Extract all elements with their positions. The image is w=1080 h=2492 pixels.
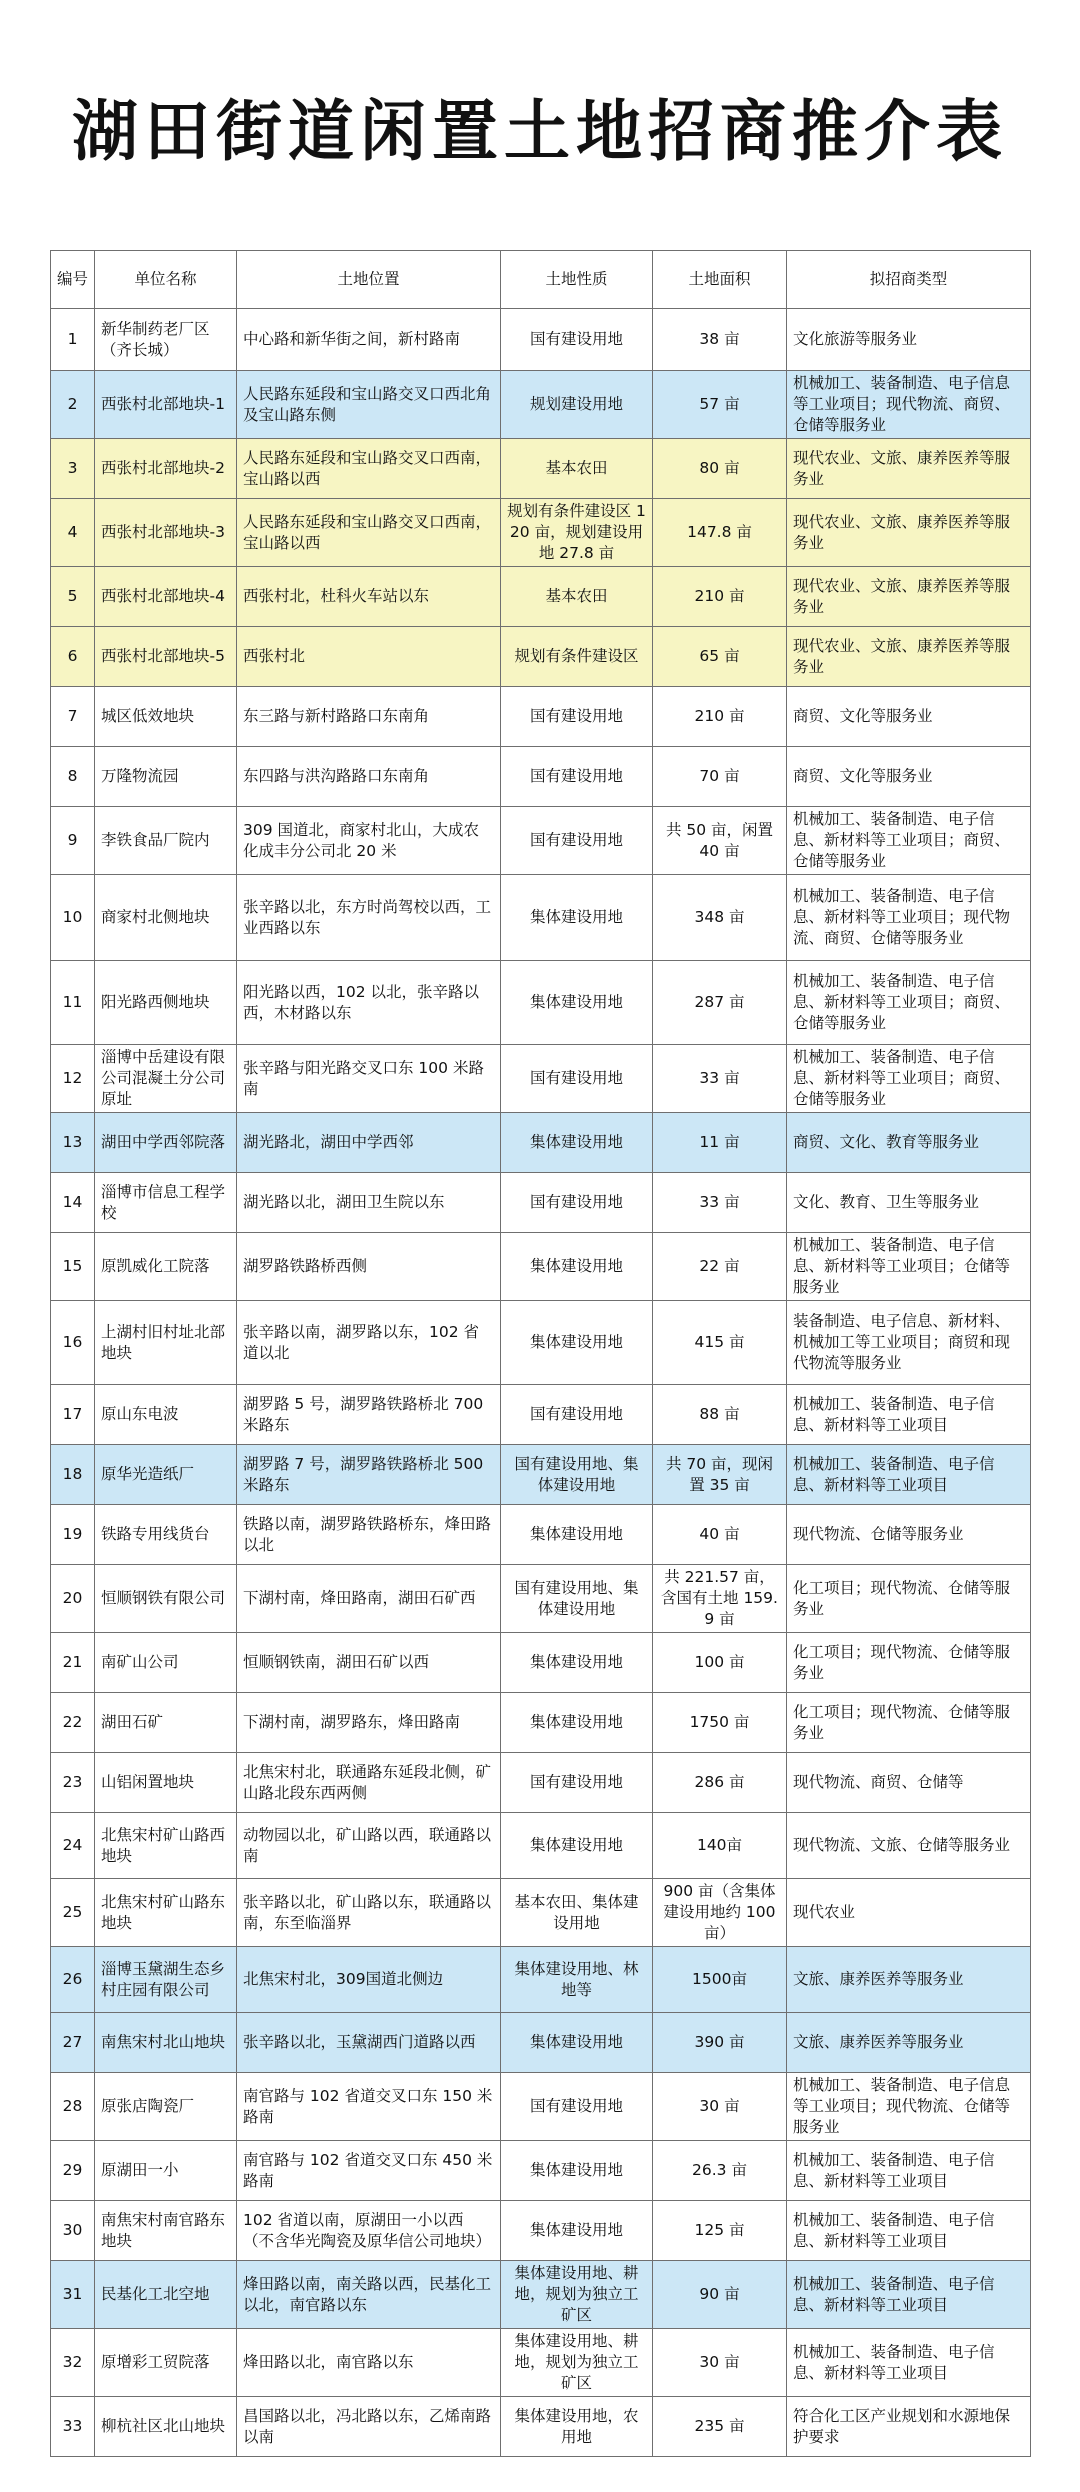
cell-name: 原增彩工贸院落: [95, 2329, 237, 2397]
cell-name: 原张店陶瓷厂: [95, 2073, 237, 2141]
cell-area: 286 亩: [653, 1753, 787, 1813]
cell-type: 商贸、文化等服务业: [787, 747, 1031, 807]
table-row: [51, 499, 1031, 567]
cell-nature: 基本农田: [501, 439, 653, 499]
table-row: [51, 1633, 1031, 1693]
cell-name: 南焦宋村南官路东地块: [95, 2201, 237, 2261]
cell-type: 文旅、康养医养等服务业: [787, 1947, 1031, 2013]
cell-no: 6: [51, 627, 95, 687]
cell-location: 下湖村南，湖罗路东，烽田路南: [237, 1693, 501, 1753]
cell-nature: 集体建设用地: [501, 1233, 653, 1301]
cell-name: 城区低效地块: [95, 687, 237, 747]
cell-name: 南矿山公司: [95, 1633, 237, 1693]
table-row: [51, 1813, 1031, 1879]
cell-area: 900 亩（含集体建设用地约 100 亩）: [653, 1879, 787, 1947]
table-row: [51, 2261, 1031, 2329]
cell-no: 22: [51, 1693, 95, 1753]
table-row: [51, 1113, 1031, 1173]
cell-location: 湖光路北，湖田中学西邻: [237, 1113, 501, 1173]
cell-location: 湖罗路 5 号，湖罗路铁路桥北 700 米路东: [237, 1385, 501, 1445]
cell-area: 88 亩: [653, 1385, 787, 1445]
cell-location: 人民路东延段和宝山路交叉口西南，宝山路以西: [237, 439, 501, 499]
cell-type: 机械加工、装备制造、电子信息、新材料等工业项目；商贸、仓储等服务业: [787, 1045, 1031, 1113]
cell-name: 湖田中学西邻院落: [95, 1113, 237, 1173]
cell-type: 机械加工、装备制造、电子信息、新材料等工业项目: [787, 2141, 1031, 2201]
cell-name: 阳光路西侧地块: [95, 961, 237, 1045]
cell-no: 27: [51, 2013, 95, 2073]
cell-area: 140亩: [653, 1813, 787, 1879]
cell-nature: 国有建设用地: [501, 2073, 653, 2141]
cell-name: 西张村北部地块-1: [95, 371, 237, 439]
cell-name: 南焦宋村北山地块: [95, 2013, 237, 2073]
cell-location: 昌国路以北，冯北路以东，乙烯南路以南: [237, 2397, 501, 2457]
cell-location: 东三路与新村路路口东南角: [237, 687, 501, 747]
cell-name: 原湖田一小: [95, 2141, 237, 2201]
cell-name: 上湖村旧村址北部地块: [95, 1301, 237, 1385]
cell-area: 38 亩: [653, 309, 787, 371]
cell-type: 装备制造、电子信息、新材料、机械加工等工业项目；商贸和现代物流等服务业: [787, 1301, 1031, 1385]
cell-type: 机械加工、装备制造、电子信息、新材料等工业项目；仓储等服务业: [787, 1233, 1031, 1301]
cell-nature: 集体建设用地，农用地: [501, 2397, 653, 2457]
cell-no: 24: [51, 1813, 95, 1879]
cell-type: 机械加工、装备制造、电子信息、新材料等工业项目；商贸、仓储等服务业: [787, 961, 1031, 1045]
table-body: [51, 309, 1031, 2457]
table-row: [51, 567, 1031, 627]
cell-nature: 集体建设用地: [501, 2141, 653, 2201]
cell-nature: 集体建设用地: [501, 1813, 653, 1879]
cell-no: 13: [51, 1113, 95, 1173]
cell-location: 张辛路以北，东方时尚驾校以西，工业西路以东: [237, 875, 501, 961]
table-row: [51, 1879, 1031, 1947]
cell-name: 原凯威化工院落: [95, 1233, 237, 1301]
header-area: 土地面积: [653, 251, 787, 309]
cell-name: 淄博中岳建设有限公司混凝土分公司原址: [95, 1045, 237, 1113]
table-row: [51, 2329, 1031, 2397]
cell-name: 铁路专用线货台: [95, 1505, 237, 1565]
cell-nature: 基本农田、集体建设用地: [501, 1879, 653, 1947]
cell-name: 原华光造纸厂: [95, 1445, 237, 1505]
cell-name: 新华制药老厂区（齐长城）: [95, 309, 237, 371]
table-row: [51, 2013, 1031, 2073]
cell-no: 21: [51, 1633, 95, 1693]
cell-type: 机械加工、装备制造、电子信息等工业项目；现代物流、仓储等服务业: [787, 2073, 1031, 2141]
cell-area: 210 亩: [653, 687, 787, 747]
cell-name: 商家村北侧地块: [95, 875, 237, 961]
cell-area: 235 亩: [653, 2397, 787, 2457]
table-row: [51, 1385, 1031, 1445]
cell-area: 100 亩: [653, 1633, 787, 1693]
cell-type: 现代农业、文旅、康养医养等服务业: [787, 499, 1031, 567]
cell-no: 33: [51, 2397, 95, 2457]
header-nature: 土地性质: [501, 251, 653, 309]
cell-area: 65 亩: [653, 627, 787, 687]
cell-no: 29: [51, 2141, 95, 2201]
cell-area: 390 亩: [653, 2013, 787, 2073]
cell-name: 湖田石矿: [95, 1693, 237, 1753]
cell-location: 北焦宋村北，联通路东延段北侧，矿山路北段东西两侧: [237, 1753, 501, 1813]
cell-location: 南官路与 102 省道交叉口东 450 米路南: [237, 2141, 501, 2201]
cell-area: 共 50 亩，闲置 40 亩: [653, 807, 787, 875]
cell-no: 15: [51, 1233, 95, 1301]
cell-no: 16: [51, 1301, 95, 1385]
cell-location: 东四路与洪沟路路口东南角: [237, 747, 501, 807]
table-row: [51, 1753, 1031, 1813]
header-type: 拟招商类型: [787, 251, 1031, 309]
cell-area: 33 亩: [653, 1045, 787, 1113]
cell-no: 28: [51, 2073, 95, 2141]
cell-no: 3: [51, 439, 95, 499]
cell-location: 张辛路以南，湖罗路以东，102 省道以北: [237, 1301, 501, 1385]
cell-no: 8: [51, 747, 95, 807]
cell-nature: 国有建设用地: [501, 1753, 653, 1813]
table-row: [51, 1233, 1031, 1301]
cell-area: 40 亩: [653, 1505, 787, 1565]
cell-area: 57 亩: [653, 371, 787, 439]
cell-area: 11 亩: [653, 1113, 787, 1173]
cell-name: 民基化工北空地: [95, 2261, 237, 2329]
cell-type: 文旅、康养医养等服务业: [787, 2013, 1031, 2073]
cell-name: 恒顺钢铁有限公司: [95, 1565, 237, 1633]
cell-type: 化工项目；现代物流、仓储等服务业: [787, 1565, 1031, 1633]
cell-name: 李铁食品厂院内: [95, 807, 237, 875]
cell-name: 北焦宋村矿山路东地块: [95, 1879, 237, 1947]
table-row: [51, 1173, 1031, 1233]
cell-type: 现代物流、文旅、仓储等服务业: [787, 1813, 1031, 1879]
cell-nature: 规划有条件建设区: [501, 627, 653, 687]
cell-type: 机械加工、装备制造、电子信息、新材料等工业项目: [787, 2201, 1031, 2261]
cell-area: 30 亩: [653, 2073, 787, 2141]
cell-nature: 国有建设用地: [501, 1045, 653, 1113]
cell-name: 柳杭社区北山地块: [95, 2397, 237, 2457]
cell-type: 现代农业、文旅、康养医养等服务业: [787, 627, 1031, 687]
cell-location: 湖罗路铁路桥西侧: [237, 1233, 501, 1301]
table-row: [51, 1301, 1031, 1385]
header-location: 土地位置: [237, 251, 501, 309]
cell-type: 机械加工、装备制造、电子信息、新材料等工业项目: [787, 2261, 1031, 2329]
cell-type: 现代农业、文旅、康养医养等服务业: [787, 567, 1031, 627]
cell-location: 动物园以北，矿山路以西，联通路以南: [237, 1813, 501, 1879]
table-row: [51, 1045, 1031, 1113]
cell-area: 415 亩: [653, 1301, 787, 1385]
cell-nature: 规划有条件建设区 120 亩，规划建设用地 27.8 亩: [501, 499, 653, 567]
cell-nature: 集体建设用地: [501, 1505, 653, 1565]
cell-name: 西张村北部地块-4: [95, 567, 237, 627]
cell-nature: 集体建设用地: [501, 2201, 653, 2261]
cell-area: 90 亩: [653, 2261, 787, 2329]
table-row: [51, 309, 1031, 371]
cell-type: 现代物流、仓储等服务业: [787, 1505, 1031, 1565]
cell-location: 张辛路以北，玉黛湖西门道路以西: [237, 2013, 501, 2073]
table-row: [51, 961, 1031, 1045]
cell-location: 西张村北，杜科火车站以东: [237, 567, 501, 627]
cell-location: 南官路与 102 省道交叉口东 150 米路南: [237, 2073, 501, 2141]
cell-type: 机械加工、装备制造、电子信息、新材料等工业项目: [787, 1385, 1031, 1445]
cell-type: 机械加工、装备制造、电子信息、新材料等工业项目；现代物流、商贸、仓储等服务业: [787, 875, 1031, 961]
cell-no: 10: [51, 875, 95, 961]
cell-area: 1500亩: [653, 1947, 787, 2013]
cell-location: 人民路东延段和宝山路交叉口西南，宝山路以西: [237, 499, 501, 567]
cell-no: 31: [51, 2261, 95, 2329]
page-title: 湖田街道闲置土地招商推介表: [72, 92, 1008, 170]
cell-nature: 国有建设用地: [501, 1385, 653, 1445]
cell-location: 张辛路以北，矿山路以东，联通路以南，东至临淄界: [237, 1879, 501, 1947]
cell-no: 9: [51, 807, 95, 875]
table-row: [51, 1565, 1031, 1633]
cell-area: 287 亩: [653, 961, 787, 1045]
cell-name: 万隆物流园: [95, 747, 237, 807]
table-row: [51, 1505, 1031, 1565]
cell-nature: 基本农田: [501, 567, 653, 627]
cell-location: 烽田路以南，南关路以西，民基化工以北，南官路以东: [237, 2261, 501, 2329]
cell-type: 机械加工、装备制造、电子信息、新材料等工业项目；商贸、仓储等服务业: [787, 807, 1031, 875]
cell-area: 22 亩: [653, 1233, 787, 1301]
cell-area: 125 亩: [653, 2201, 787, 2261]
table-row: [51, 1445, 1031, 1505]
cell-area: 1750 亩: [653, 1693, 787, 1753]
cell-type: 商贸、文化、教育等服务业: [787, 1113, 1031, 1173]
cell-name: 山铝闲置地块: [95, 1753, 237, 1813]
cell-type: 符合化工区产业规划和水源地保护要求: [787, 2397, 1031, 2457]
cell-type: 现代物流、商贸、仓储等: [787, 1753, 1031, 1813]
table-row: [51, 807, 1031, 875]
table-row: [51, 747, 1031, 807]
cell-location: 102 省道以南，原湖田一小以西（不含华光陶瓷及原华信公司地块）: [237, 2201, 501, 2261]
cell-location: 西张村北: [237, 627, 501, 687]
cell-no: 26: [51, 1947, 95, 2013]
cell-location: 阳光路以西，102 以北，张辛路以西，木材路以东: [237, 961, 501, 1045]
cell-location: 张辛路与阳光路交叉口东 100 米路南: [237, 1045, 501, 1113]
cell-no: 2: [51, 371, 95, 439]
table-header-row: [51, 251, 1031, 309]
cell-no: 7: [51, 687, 95, 747]
cell-location: 湖罗路 7 号，湖罗路铁路桥北 500 米路东: [237, 1445, 501, 1505]
table-row: [51, 875, 1031, 961]
cell-location: 烽田路以北，南官路以东: [237, 2329, 501, 2397]
cell-nature: 集体建设用地: [501, 1693, 653, 1753]
cell-no: 30: [51, 2201, 95, 2261]
cell-no: 17: [51, 1385, 95, 1445]
cell-type: 机械加工、装备制造、电子信息、新材料等工业项目: [787, 2329, 1031, 2397]
cell-location: 人民路东延段和宝山路交叉口西北角及宝山路东侧: [237, 371, 501, 439]
cell-area: 80 亩: [653, 439, 787, 499]
cell-name: 西张村北部地块-3: [95, 499, 237, 567]
table-row: [51, 627, 1031, 687]
cell-nature: 国有建设用地、集体建设用地: [501, 1445, 653, 1505]
cell-nature: 集体建设用地: [501, 961, 653, 1045]
cell-no: 25: [51, 1879, 95, 1947]
cell-no: 18: [51, 1445, 95, 1505]
cell-name: 西张村北部地块-2: [95, 439, 237, 499]
cell-nature: 国有建设用地、集体建设用地: [501, 1565, 653, 1633]
cell-nature: 国有建设用地: [501, 747, 653, 807]
cell-nature: 集体建设用地、耕地，规划为独立工矿区: [501, 2261, 653, 2329]
cell-nature: 国有建设用地: [501, 1173, 653, 1233]
cell-no: 1: [51, 309, 95, 371]
cell-nature: 集体建设用地: [501, 875, 653, 961]
cell-type: 文化、教育、卫生等服务业: [787, 1173, 1031, 1233]
land-table: [50, 250, 1031, 2457]
cell-area: 147.8 亩: [653, 499, 787, 567]
cell-nature: 集体建设用地: [501, 2013, 653, 2073]
cell-name: 淄博市信息工程学校: [95, 1173, 237, 1233]
cell-nature: 集体建设用地、林地等: [501, 1947, 653, 2013]
cell-no: 12: [51, 1045, 95, 1113]
cell-location: 北焦宋村北，309国道北侧边: [237, 1947, 501, 2013]
cell-name: 西张村北部地块-5: [95, 627, 237, 687]
cell-no: 5: [51, 567, 95, 627]
cell-type: 文化旅游等服务业: [787, 309, 1031, 371]
cell-area: 210 亩: [653, 567, 787, 627]
cell-area: 30 亩: [653, 2329, 787, 2397]
cell-type: 机械加工、装备制造、电子信息等工业项目；现代物流、商贸、仓储等服务业: [787, 371, 1031, 439]
cell-no: 4: [51, 499, 95, 567]
table-row: [51, 1693, 1031, 1753]
cell-location: 中心路和新华街之间，新村路南: [237, 309, 501, 371]
cell-type: 现代农业: [787, 1879, 1031, 1947]
cell-name: 淄博玉黛湖生态乡村庄园有限公司: [95, 1947, 237, 2013]
cell-type: 商贸、文化等服务业: [787, 687, 1031, 747]
cell-type: 现代农业、文旅、康养医养等服务业: [787, 439, 1031, 499]
cell-type: 机械加工、装备制造、电子信息、新材料等工业项目: [787, 1445, 1031, 1505]
cell-name: 北焦宋村矿山路西地块: [95, 1813, 237, 1879]
table-row: [51, 2073, 1031, 2141]
cell-area: 共 221.57 亩，含国有土地 159.9 亩: [653, 1565, 787, 1633]
table-row: [51, 1947, 1031, 2013]
cell-location: 恒顺钢铁南，湖田石矿以西: [237, 1633, 501, 1693]
cell-location: 湖光路以北，湖田卫生院以东: [237, 1173, 501, 1233]
cell-nature: 国有建设用地: [501, 309, 653, 371]
cell-location: 下湖村南，烽田路南，湖田石矿西: [237, 1565, 501, 1633]
cell-no: 14: [51, 1173, 95, 1233]
table-row: [51, 2201, 1031, 2261]
table-row: [51, 439, 1031, 499]
cell-nature: 集体建设用地、耕地，规划为独立工矿区: [501, 2329, 653, 2397]
cell-no: 19: [51, 1505, 95, 1565]
cell-area: 共 70 亩，现闲置 35 亩: [653, 1445, 787, 1505]
cell-type: 化工项目；现代物流、仓储等服务业: [787, 1693, 1031, 1753]
cell-area: 33 亩: [653, 1173, 787, 1233]
cell-area: 26.3 亩: [653, 2141, 787, 2201]
cell-no: 23: [51, 1753, 95, 1813]
cell-no: 11: [51, 961, 95, 1045]
header-name: 单位名称: [95, 251, 237, 309]
cell-no: 32: [51, 2329, 95, 2397]
cell-nature: 集体建设用地: [501, 1633, 653, 1693]
cell-nature: 国有建设用地: [501, 687, 653, 747]
cell-area: 70 亩: [653, 747, 787, 807]
cell-location: 铁路以南，湖罗路铁路桥东，烽田路以北: [237, 1505, 501, 1565]
cell-nature: 国有建设用地: [501, 807, 653, 875]
table-row: [51, 2397, 1031, 2457]
table-row: [51, 687, 1031, 747]
cell-location: 309 国道北，商家村北山，大成农化成丰分公司北 20 米: [237, 807, 501, 875]
table-row: [51, 371, 1031, 439]
cell-nature: 集体建设用地: [501, 1113, 653, 1173]
cell-type: 化工项目；现代物流、仓储等服务业: [787, 1633, 1031, 1693]
header-no: 编号: [51, 251, 95, 309]
table-row: [51, 2141, 1031, 2201]
cell-nature: 规划建设用地: [501, 371, 653, 439]
cell-no: 20: [51, 1565, 95, 1633]
cell-area: 348 亩: [653, 875, 787, 961]
cell-nature: 集体建设用地: [501, 1301, 653, 1385]
cell-name: 原山东电波: [95, 1385, 237, 1445]
